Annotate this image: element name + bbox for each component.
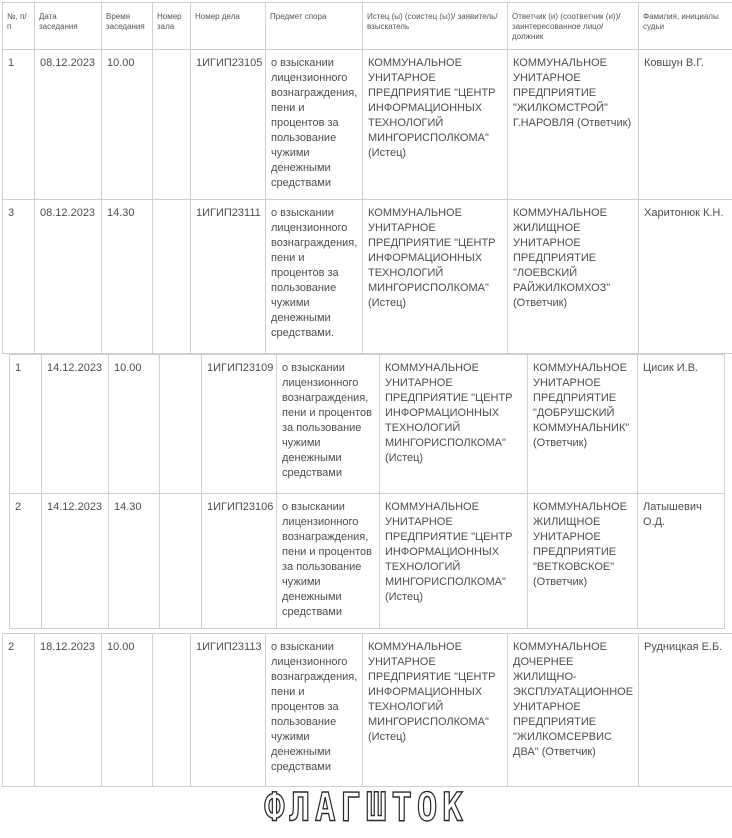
cell-plaintiff: КОММУНАЛЬНОЕ УНИТАРНОЕ ПРЕДПРИЯТИЕ "ЦЕНТР ИНФОРМАЦИОННЫХ ТЕХНОЛОГИЙ МИНГОРИСПОЛКОМА" (Истец) [380, 355, 528, 494]
cell-num: 2 [3, 634, 35, 787]
cell-plaintiff: КОММУНАЛЬНОЕ УНИТАРНОЕ ПРЕДПРИЯТИЕ "ЦЕНТР ИНФОРМАЦИОННЫХ ТЕХНОЛОГИЙ МИНГОРИСПОЛКОМА" (Истец) [380, 494, 528, 629]
cell-time: 10.00 [102, 50, 153, 200]
cell-date: 08.12.2023 [35, 50, 102, 200]
cell-time: 10.00 [102, 634, 153, 787]
header-date: Дата заседания [35, 3, 102, 50]
header-num: №, п/п [3, 3, 35, 50]
header-time: Время заседания [102, 3, 153, 50]
cell-date: 14.12.2023 [42, 355, 109, 494]
header-case: Номер дела [191, 3, 266, 50]
cell-hall [153, 200, 191, 354]
cell-num: 1 [10, 355, 42, 494]
header-plaintiff: Истец (ы) (соистец (ы))/ заявитель/взыскатель [363, 3, 508, 50]
header-defendant: Ответчик (и) (соответчик (и))/ заинтересованное лицо/ должник [508, 3, 639, 50]
cell-date: 14.12.2023 [42, 494, 109, 629]
cell-hall [160, 494, 202, 629]
table-row [3, 634, 732, 787]
cell-defendant: КОММУНАЛЬНОЕ ЖИЛИЩНОЕ УНИТАРНОЕ ПРЕДПРИЯТИЕ "ЛОЕВСКИЙ РАЙЖИЛКОМХОЗ" (Ответчик) [508, 200, 639, 354]
cell-judge: Цисик И.В. [638, 355, 725, 494]
cell-subject: о взыскании лицензионного вознаграждения, пени и процентов за пользование чужими денежными средствами [266, 50, 363, 200]
cell-date: 18.12.2023 [35, 634, 102, 787]
cell-judge: Харитонюк К.Н. [639, 200, 732, 354]
header-judge: Фамилия, инициалы судьи [639, 3, 732, 50]
cell-num: 2 [10, 494, 42, 629]
cell-num: 1 [3, 50, 35, 200]
table-row [3, 50, 732, 200]
header-hall: Номер зала [153, 3, 191, 50]
cell-plaintiff: КОММУНАЛЬНОЕ УНИТАРНОЕ ПРЕДПРИЯТИЕ "ЦЕНТР ИНФОРМАЦИОННЫХ ТЕХНОЛОГИЙ МИНГОРИСПОЛКОМА" (Истец) [363, 50, 508, 200]
cell-hall [153, 50, 191, 200]
cell-judge: Рудницкая Е.Б. [639, 634, 732, 787]
cell-case: 1ИГИП23113 [191, 634, 266, 787]
cell-num: 3 [3, 200, 35, 354]
cell-defendant: КОММУНАЛЬНОЕ ДОЧЕРНЕЕ ЖИЛИЩНО-ЭКСПЛУАТАЦИОННОЕ УНИТАРНОЕ ПРЕДПРИЯТИЕ "ЖИЛКОМСЕРВИС ДВА" (Ответчик) [508, 634, 639, 787]
flagshtok-watermark-logo: ФЛАГШТОК [0, 782, 732, 837]
cell-subject: о взыскании лицензионного вознаграждения, пени и процентов за пользование чужими денежными средствами [266, 634, 363, 787]
cell-case: 1ИГИП23111 [191, 200, 266, 354]
table-row [10, 355, 725, 494]
cell-plaintiff: КОММУНАЛЬНОЕ УНИТАРНОЕ ПРЕДПРИЯТИЕ "ЦЕНТР ИНФОРМАЦИОННЫХ ТЕХНОЛОГИЙ МИНГОРИСПОЛКОМА" (Истец) [363, 634, 508, 787]
cell-subject: о взыскании лицензионного вознаграждения, пени и процентов за пользование чужими денежными средствами. [266, 200, 363, 354]
table-row [10, 494, 725, 629]
cell-judge: Ковшун В.Г. [639, 50, 732, 200]
cell-case: 1ИГИП23106 [202, 494, 277, 629]
cell-defendant: КОММУНАЛЬНОЕ УНИТАРНОЕ ПРЕДПРИЯТИЕ "ЖИЛКОМСТРОЙ" Г.НАРОВЛЯ (Ответчик) [508, 50, 639, 200]
hearing-schedule-table-2 [9, 354, 725, 629]
cell-judge: Латышевич О.Д. [638, 494, 725, 629]
table-row [3, 200, 732, 354]
cell-date: 08.12.2023 [35, 200, 102, 354]
cell-hall [153, 634, 191, 787]
cell-subject: о взыскании лицензионного вознаграждения, пени и процентов за пользование чужими денежными средствами [277, 494, 380, 629]
cell-plaintiff: КОММУНАЛЬНОЕ УНИТАРНОЕ ПРЕДПРИЯТИЕ "ЦЕНТР ИНФОРМАЦИОННЫХ ТЕХНОЛОГИЙ МИНГОРИСПОЛКОМА" (Истец) [363, 200, 508, 354]
cell-case: 1ИГИП23105 [191, 50, 266, 200]
cell-subject: о взыскании лицензионного вознаграждения, пени и процентов за пользование чужими денежными средствами [277, 355, 380, 494]
cell-defendant: КОММУНАЛЬНОЕ ЖИЛИЩНОЕ УНИТАРНОЕ ПРЕДПРИЯТИЕ "ВЕТКОВСКОЕ" (Ответчик) [528, 494, 638, 629]
cell-case: 1ИГИП23109 [202, 355, 277, 494]
header-row [3, 3, 732, 50]
hearing-schedule-table-1 [2, 2, 732, 354]
cell-time: 14.30 [102, 200, 153, 354]
cell-hall [160, 355, 202, 494]
cell-defendant: КОММУНАЛЬНОЕ УНИТАРНОЕ ПРЕДПРИЯТИЕ "ДОБРУШСКИЙ КОММУНАЛЬНИК" (Ответчик) [528, 355, 638, 494]
cell-time: 14.30 [109, 494, 160, 629]
cell-time: 10.00 [109, 355, 160, 494]
hearing-schedule-table-3 [2, 633, 732, 787]
header-subject: Предмет спора [266, 3, 363, 50]
